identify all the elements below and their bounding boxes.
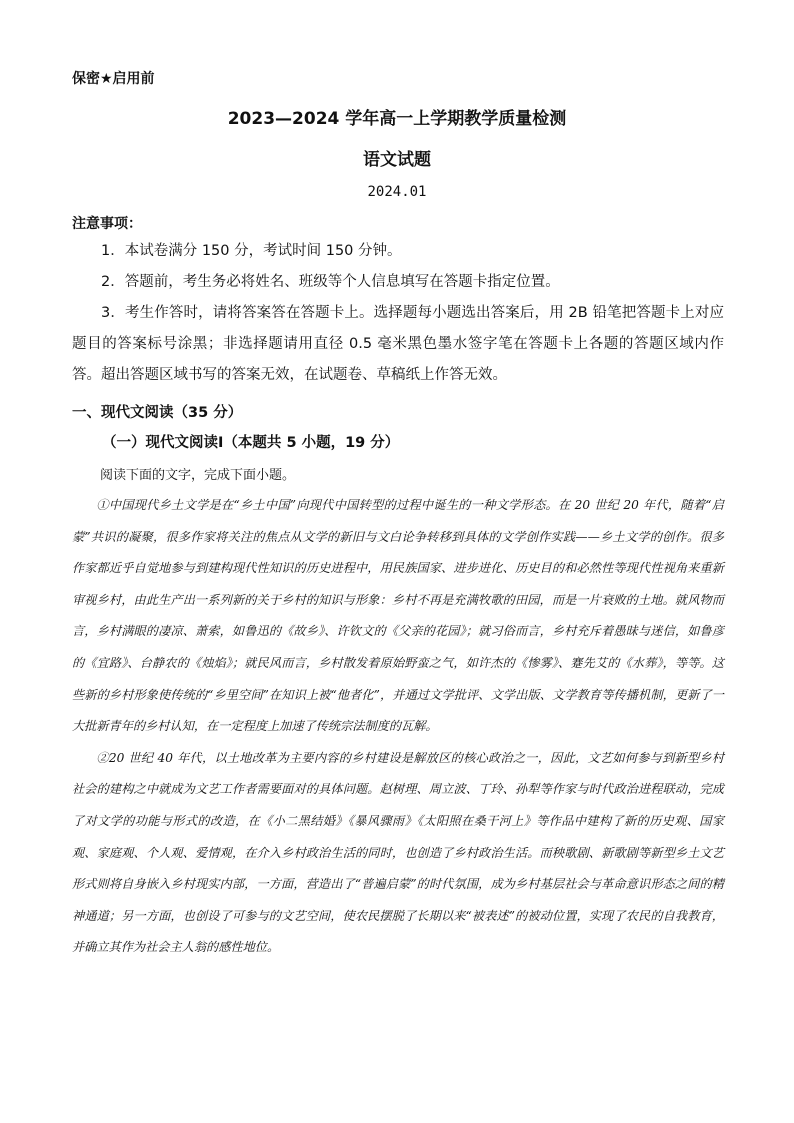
reading-instruction: 阅读下面的文字，完成下面小题。 (100, 468, 296, 483)
note-item: 1．本试卷满分 150 分，考试时间 150 分钟。 (101, 243, 402, 259)
exam-date: 2024.01 (367, 184, 427, 200)
note-item: 3．考生作答时，请将答案答在答题卡上。选择题每小题选出答案后，用 2B 铅笔把答题卡上对应题目的答案标号涂黑；非选择题请用直径 0.5 毫米黑色墨水签字笔在答题卡上各题的答题区域内作答。超出答题区域书写的答案无效，在试题卷、草稿纸上作答无效。 (72, 305, 724, 383)
passage-paragraph: ①中国现代乡土文学是在“乡土中国”向现代中国转型的过程中诞生的一种文学形态。在 20 世纪 20 年代，随着“启蒙”共识的凝聚，很多作家将关注的焦点从文学的新旧与文白论争转移到具体的文学创作实践——乡土文学的创作。很多作家都近乎自觉地参与到建构现代性知识的历史进程中，用民族国家、进步进化、历史目的和必然性等现代性视角来重新审视乡村，由此生产出一系列新的关于乡村的知识与形象：乡村不再是充满牧歌的田园，而是一片衰败的土地。就风物而言，乡村满眼的凄凉、萧索，如鲁迅的《故乡》、许钦文的《父亲的花园》；就习俗而言，乡村充斥着愚昧与迷信，如鲁彦的《宜路》、台静农的《烛焰》；就民风而言，乡村散发着原始野蛮之气，如许杰的《惨雾》、蹇先艾的《水葬》，等等。这些新的乡村形象使传统的“乡里空间”在知识上被“他者化”，并通过文学批评、文学出版、文学教育等传播机制，更新了一大批新青年的乡村认知，在一定程度上加速了传统宗法制度的瓦解。 (72, 498, 724, 734)
exam-title: 2023—2024 学年高一上学期教学质量检测 (227, 109, 567, 129)
confidential-label: 保密★启用前 (72, 71, 155, 87)
notes-heading: 注意事项： (72, 216, 142, 232)
passage-paragraph: ②20 世纪 40 年代，以土地改革为主要内容的乡村建设是解放区的核心政治之一，因此，文艺如何参与到新型乡村社会的建构之中就成为文艺工作者需要面对的具体问题。赵树理、周立波、丁玲、孙犁等作家与时代政治进程联动，完成了对文学的功能与形式的改造，在《小二黑结婚》《暴风骤雨》《太阳照在桑干河上》等作品中建构了新的历史观、国家观、家庭观、个人观、爱情观，在介入乡村政治生活的同时，也创造了乡村政治生活。而秧歌剧、新歌剧等新型乡土文艺形式则将自身嵌入乡村现实内部，一方面，营造出了“普遍启蒙”的时代氛围，成为乡村基层社会与革命意识形态之间的精神通道；另一方面，也创设了可参与的文艺空间，使农民摆脱了长期以来“被表述”的被动位置，实现了农民的自我教育，并确立其作为社会主人翁的感性地位。 (72, 750, 724, 955)
note-item: 2．答题前，考生务必将姓名、班级等个人信息填写在答题卡指定位置。 (101, 274, 560, 290)
section-subtitle: （一）现代文阅读Ⅰ（本题共 5 小题，19 分） (102, 435, 400, 451)
section-title: 一、现代文阅读（35 分） (72, 405, 243, 421)
subject-title: 语文试题 (363, 150, 431, 170)
reading-passage (72, 490, 724, 964)
notes-list (72, 236, 724, 391)
